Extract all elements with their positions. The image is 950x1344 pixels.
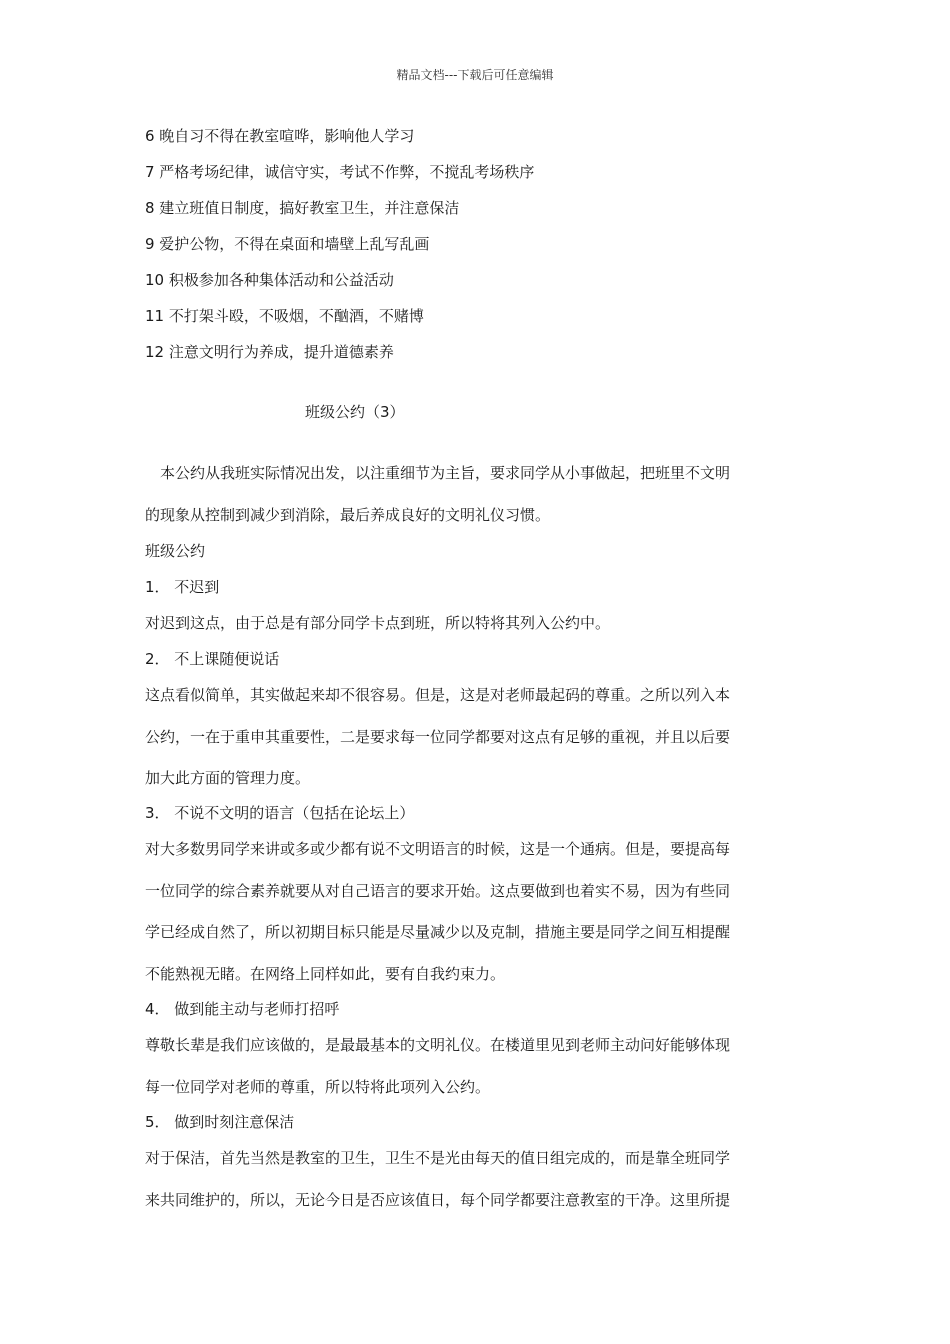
body-line: 尊敬长辈是我们应该做的，是最最基本的文明礼仪。在楼道里见到老师主动问好能够体现: [145, 1036, 731, 1054]
body-line: 每一位同学对老师的尊重，所以特将此项列入公约。: [145, 1078, 491, 1096]
body-line: 公约，一在于重申其重要性，二是要求每一位同学都要对这点有足够的重视，并且以后要: [145, 728, 731, 746]
body-line: 不能熟视无睹。在网络上同样如此，要有自我约束力。: [145, 965, 506, 983]
rule-item: 9 爱护公物，不得在桌面和墙壁上乱写乱画: [145, 235, 430, 253]
body-line: 班级公约: [145, 542, 206, 560]
rule-item: 8 建立班值日制度，搞好教室卫生，并注意保洁: [145, 199, 460, 217]
rule-item: 7 严格考场纪律，诚信守实，考试不作弊，不搅乱考场秩序: [145, 163, 535, 181]
page-header: 精品文档---下载后可任意编辑: [396, 68, 554, 82]
body-line: 加大此方面的管理力度。: [145, 769, 311, 787]
body-line: 的现象从控制到减少到消除，最后养成良好的文明礼仪习惯。: [145, 506, 551, 524]
body-line: 对大多数男同学来讲或多或少都有说不文明语言的时候，这是一个通病。但是，要提高每: [145, 840, 731, 858]
rule-item: 11 不打架斗殴，不吸烟，不酗酒，不赌博: [145, 307, 424, 325]
body-line: 对迟到这点，由于总是有部分同学卡点到班，所以特将其列入公约中。: [145, 614, 611, 632]
body-line: 本公约从我班实际情况出发，以注重细节为主旨，要求同学从小事做起，把班里不文明: [145, 464, 731, 482]
body-line: 1． 不迟到: [145, 578, 220, 596]
body-line: 2． 不上课随便说话: [145, 650, 280, 668]
body-line: 这点看似简单，其实做起来却不很容易。但是，这是对老师最起码的尊重。之所以列入本: [145, 686, 731, 704]
rule-item: 6 晚自习不得在教室喧哗，影响他人学习: [145, 127, 415, 145]
body-line: 对于保洁，首先当然是教室的卫生，卫生不是光由每天的值日组完成的，而是靠全班同学: [145, 1149, 731, 1167]
body-line: 5． 做到时刻注意保洁: [145, 1113, 295, 1131]
rule-item: 10 积极参加各种集体活动和公益活动: [145, 271, 394, 289]
body-line: 学已经成自然了，所以初期目标只能是尽量减少以及克制，措施主要是同学之间互相提醒: [145, 923, 731, 941]
rule-item: 12 注意文明行为养成，提升道德素养: [145, 343, 394, 361]
body-line: 3． 不说不文明的语言（包括在论坛上）: [145, 804, 415, 822]
body-line: 4． 做到能主动与老师打招呼: [145, 1000, 340, 1018]
section-title: 班级公约（3）: [305, 403, 405, 421]
body-line: 一位同学的综合素养就要从对自己语言的要求开始。这点要做到也着实不易，因为有些同: [145, 882, 731, 900]
body-line: 来共同维护的，所以，无论今日是否应该值日，每个同学都要注意教室的干净。这里所提: [145, 1191, 731, 1209]
